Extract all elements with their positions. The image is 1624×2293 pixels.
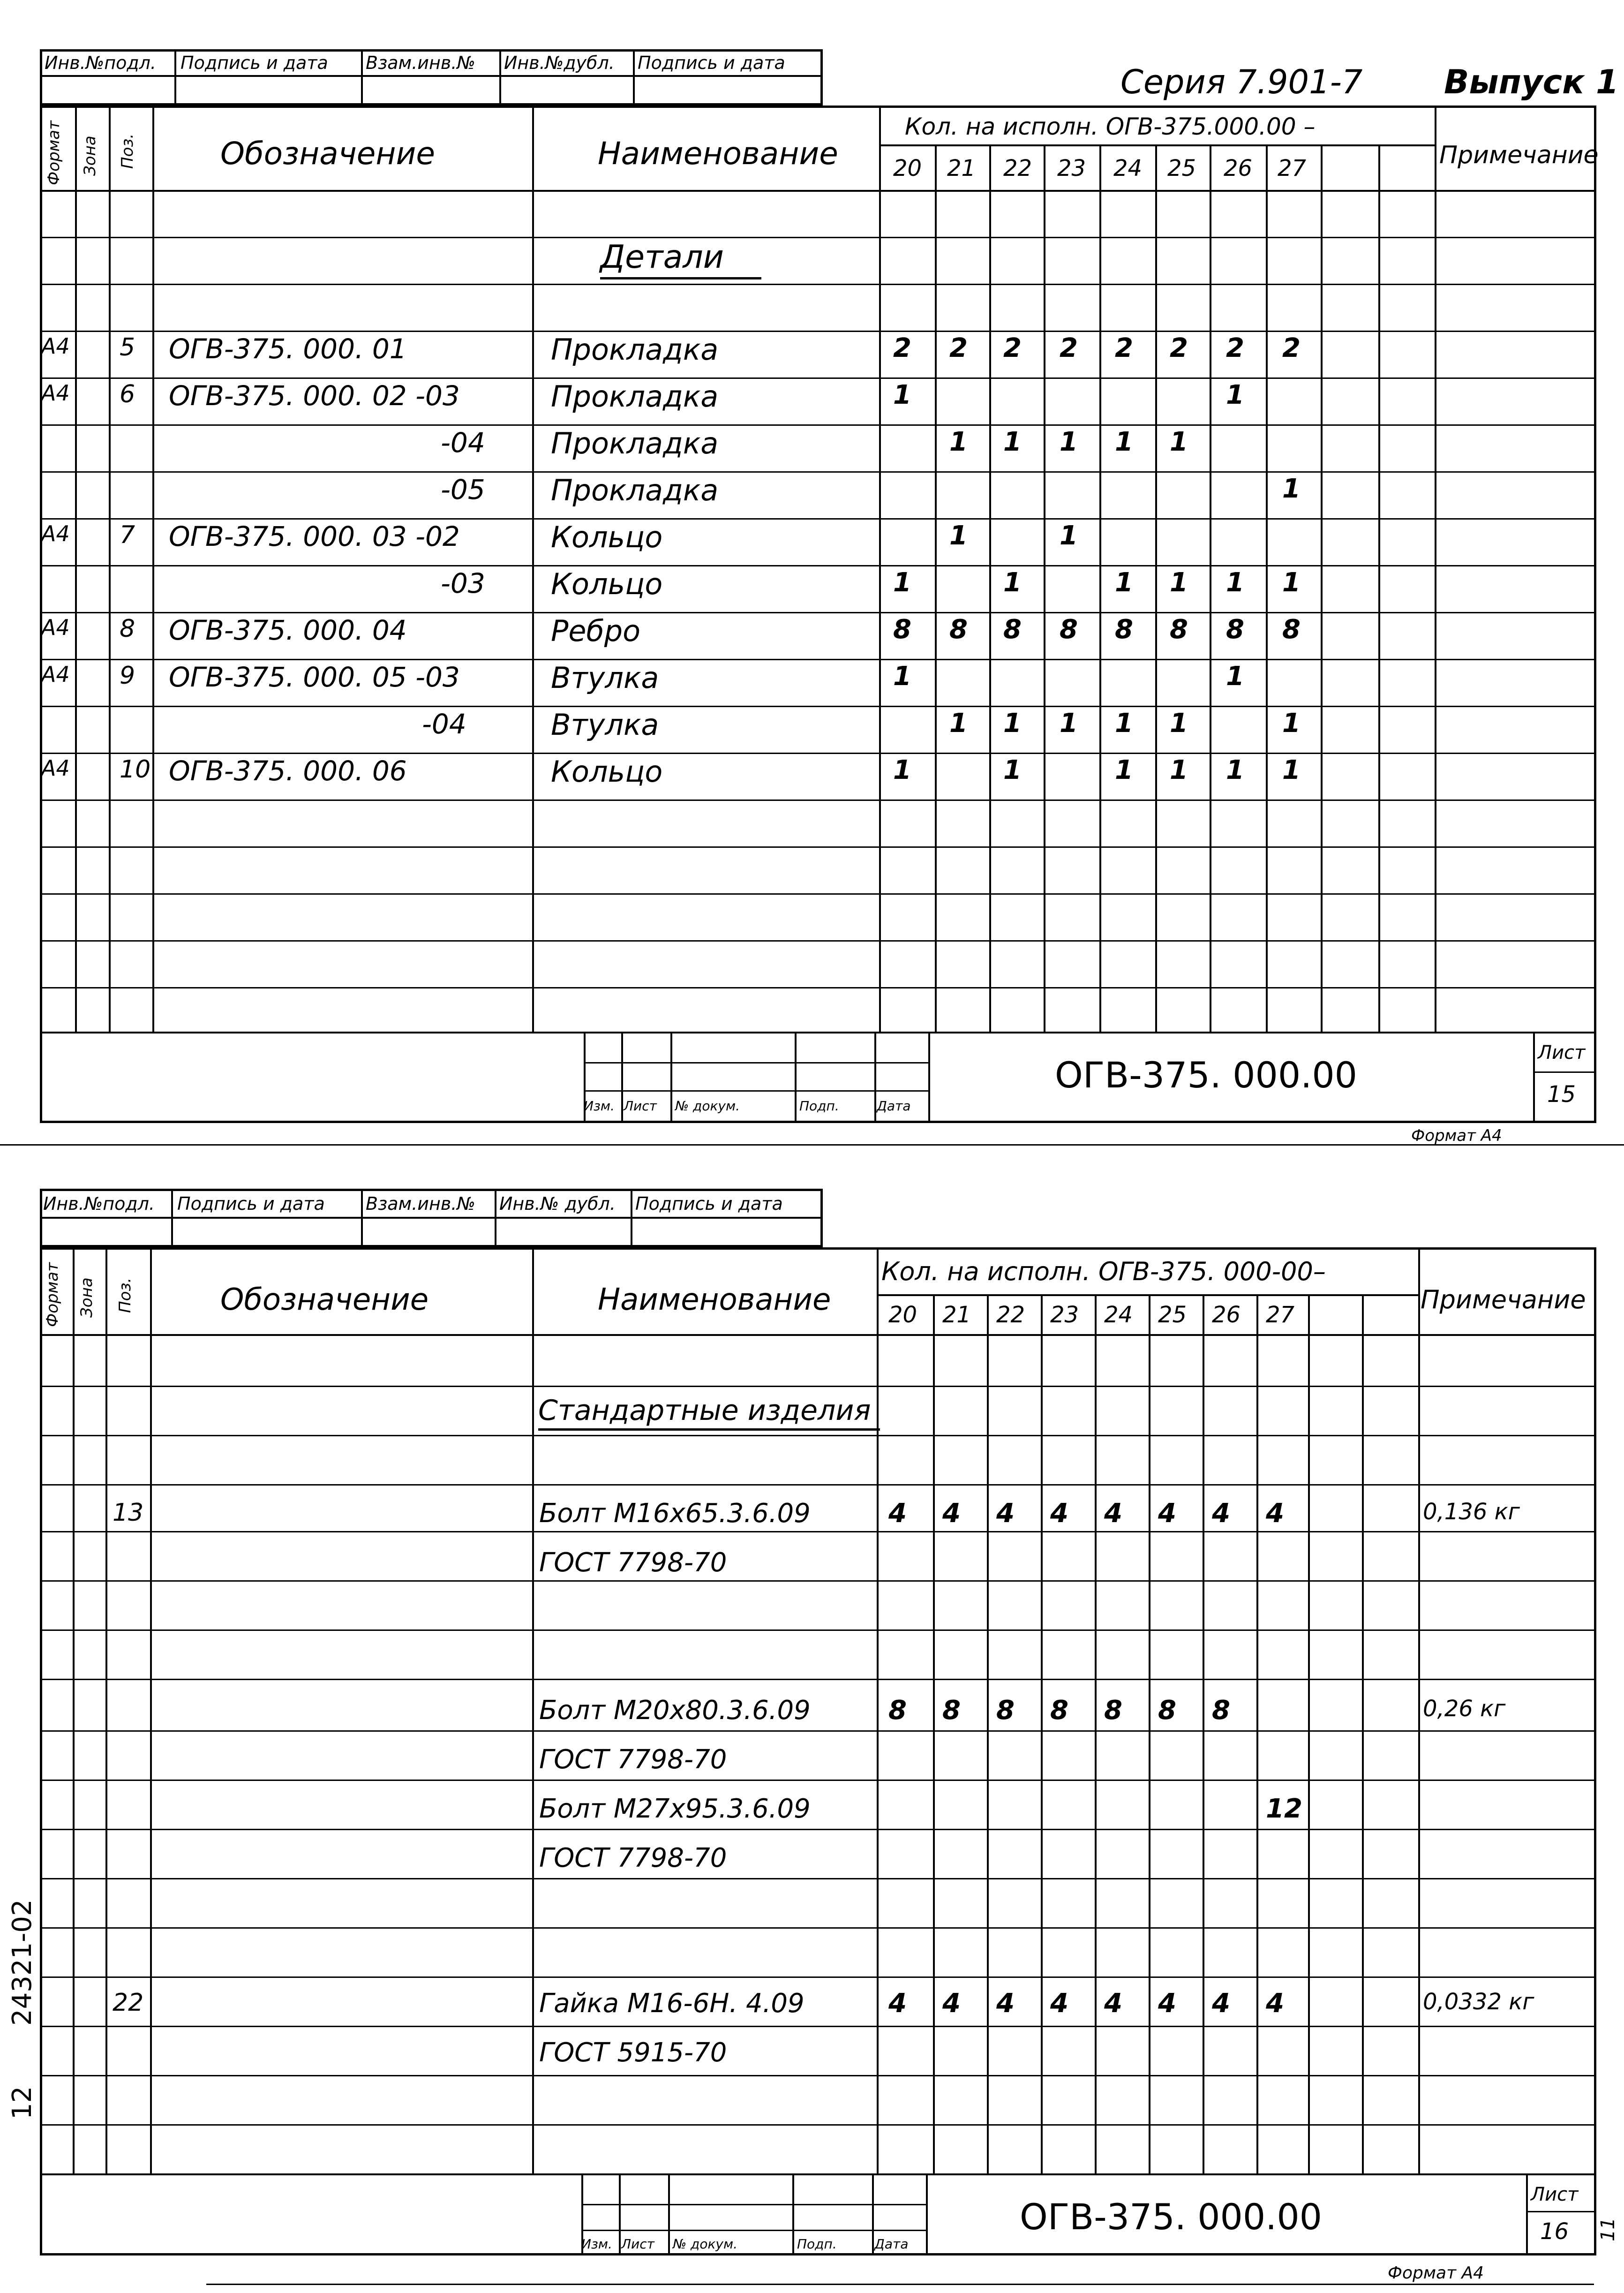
row-qty: 8 xyxy=(1282,614,1301,645)
row-qty: 1 xyxy=(1115,708,1133,739)
top-archive-h2: Взам.инв.№ xyxy=(366,53,475,73)
row-qty: 1 xyxy=(1282,708,1301,739)
row-qty: 4 xyxy=(1266,1988,1284,2019)
row-name: Прокладка xyxy=(551,332,719,367)
row-qty: 1 xyxy=(1115,567,1133,598)
row-format: А4 xyxy=(41,333,70,359)
bottom-qty-col: 26 xyxy=(1212,1302,1241,1328)
row-qty: 1 xyxy=(1170,755,1188,785)
top-qty-col: 22 xyxy=(1003,155,1032,181)
top-section-title: Детали xyxy=(600,241,761,279)
row-name: Кольцо xyxy=(551,754,663,789)
row-qty: 1 xyxy=(1226,661,1244,692)
top-format-label: Формат А4 xyxy=(1411,1126,1502,1145)
bottom-archive-h2: Взам.инв.№ xyxy=(366,1193,475,1214)
row-qty: 1 xyxy=(1060,708,1078,739)
bottom-section-title: Стандартные изделия xyxy=(538,1396,880,1431)
row-qty: 4 xyxy=(942,1498,961,1529)
row-qty: 4 xyxy=(1212,1498,1230,1529)
corner-mark: 11 xyxy=(1597,2218,1619,2241)
row-name: Болт М16х65.3.6.09 xyxy=(539,1498,811,1529)
row-qty: 1 xyxy=(893,567,911,598)
top-qty-col: 23 xyxy=(1057,155,1086,181)
row-qty: 1 xyxy=(1003,755,1022,785)
row-name: Прокладка xyxy=(551,379,719,414)
row-qty: 1 xyxy=(893,380,911,410)
row-pos: 6 xyxy=(120,380,135,408)
row-name: ГОСТ 7798-70 xyxy=(539,1744,727,1775)
row-qty: 1 xyxy=(1060,520,1078,551)
side-archive-number: 24321-02 xyxy=(7,1899,38,2026)
row-qty: 8 xyxy=(1115,614,1133,645)
bottom-qty-col: 25 xyxy=(1158,1302,1187,1328)
row-qty: 1 xyxy=(1170,567,1188,598)
row-qty: 4 xyxy=(1050,1498,1068,1529)
top-qty-col: 25 xyxy=(1167,155,1196,181)
row-pos: 8 xyxy=(120,615,135,643)
row-name: Прокладка xyxy=(551,426,719,460)
row-qty: 8 xyxy=(1104,1695,1122,1726)
top-col-format: Формат xyxy=(45,121,63,185)
bottom-col-designation: Обозначение xyxy=(220,1282,429,1317)
row-qty: 2 xyxy=(893,333,911,363)
top-sheet-number: 15 xyxy=(1547,1081,1576,1108)
row-qty: 4 xyxy=(888,1988,907,2019)
row-qty: 8 xyxy=(1003,614,1022,645)
row-qty: 1 xyxy=(949,708,968,739)
top-stamp-sign: Подп. xyxy=(799,1098,839,1114)
row-qty: 2 xyxy=(1170,333,1188,363)
row-qty: 1 xyxy=(1115,755,1133,785)
row-designation: -05 xyxy=(441,474,485,505)
bottom-stamp-izm: Изм. xyxy=(581,2236,612,2252)
top-col-name: Наименование xyxy=(598,136,838,172)
row-qty: 4 xyxy=(888,1498,907,1529)
bottom-archive-h1: Подпись и дата xyxy=(177,1193,325,1214)
bottom-archive-h4: Подпись и дата xyxy=(635,1193,783,1214)
row-qty: 1 xyxy=(949,427,968,457)
top-qty-col: 26 xyxy=(1224,155,1253,181)
row-name: Втулка xyxy=(551,661,659,695)
top-stamp-izm: Изм. xyxy=(584,1098,615,1114)
bottom-stamp-date: Дата xyxy=(874,2236,909,2252)
row-name: Болт М27х95.3.6.09 xyxy=(539,1794,811,1824)
top-qty-col: 27 xyxy=(1278,155,1307,181)
top-col-pos: Поз. xyxy=(118,133,137,169)
row-qty: 1 xyxy=(1282,474,1301,504)
row-qty: 8 xyxy=(1050,1695,1068,1726)
top-col-zone: Зона xyxy=(81,136,99,176)
bottom-qty-col: 27 xyxy=(1266,1302,1295,1328)
row-format: А4 xyxy=(41,755,70,781)
top-stamp-doc: № докум. xyxy=(675,1098,740,1114)
bottom-stamp-doc: № докум. xyxy=(673,2236,738,2252)
row-qty: 1 xyxy=(1003,567,1022,598)
row-qty: 2 xyxy=(1282,333,1301,363)
row-qty: 4 xyxy=(942,1988,961,2019)
bottom-qty-col: 21 xyxy=(942,1302,971,1328)
bottom-archive-h0: Инв.№подл. xyxy=(43,1193,155,1214)
row-pos: 5 xyxy=(120,333,135,362)
row-qty: 1 xyxy=(1226,567,1244,598)
row-designation: ОГВ-375. 000. 03 -02 xyxy=(169,520,460,552)
row-qty: 1 xyxy=(893,661,911,692)
row-pos: 22 xyxy=(113,1989,144,2017)
bottom-col-pos: Поз. xyxy=(116,1277,135,1313)
side-archive-page: 12 xyxy=(7,2086,38,2120)
row-qty: 1 xyxy=(893,755,911,785)
bottom-col-format: Формат xyxy=(43,1262,62,1327)
row-qty: 8 xyxy=(949,614,968,645)
bottom-col-name: Наименование xyxy=(598,1282,831,1317)
row-designation: -04 xyxy=(422,708,466,740)
top-qty-col: 20 xyxy=(893,155,922,181)
row-qty: 4 xyxy=(996,1988,1015,2019)
row-name: ГОСТ 7798-70 xyxy=(539,1547,727,1578)
row-qty: 8 xyxy=(893,614,911,645)
row-pos: 10 xyxy=(120,755,151,784)
row-designation: -04 xyxy=(441,427,485,459)
row-qty: 4 xyxy=(1104,1988,1122,2019)
row-qty: 1 xyxy=(1226,755,1244,785)
row-name: Втулка xyxy=(551,708,659,742)
bottom-sheet-label: Лист xyxy=(1531,2184,1579,2205)
row-note: 0,136 кг xyxy=(1423,1499,1520,1525)
row-qty: 4 xyxy=(1158,1988,1176,2019)
row-format: А4 xyxy=(41,615,70,640)
row-qty: 8 xyxy=(1212,1695,1230,1726)
top-stamp-list: Лист xyxy=(624,1098,657,1114)
bottom-qty-header: Кол. на исполн. ОГВ-375. 000-00– xyxy=(881,1257,1326,1286)
bottom-stamp-list: Лист xyxy=(621,2236,654,2252)
top-col-designation: Обозначение xyxy=(220,136,435,172)
row-format: А4 xyxy=(41,662,70,687)
row-qty: 1 xyxy=(1226,380,1244,410)
row-qty: 4 xyxy=(1104,1498,1122,1529)
row-qty: 1 xyxy=(1170,427,1188,457)
row-designation: -03 xyxy=(441,567,485,599)
row-qty: 4 xyxy=(996,1498,1015,1529)
row-qty: 8 xyxy=(1060,614,1078,645)
row-qty: 8 xyxy=(888,1695,907,1726)
row-designation: ОГВ-375. 000. 05 -03 xyxy=(169,661,460,693)
top-sheet-label: Лист xyxy=(1538,1042,1586,1064)
row-name: Кольцо xyxy=(551,520,663,554)
bottom-qty-col: 22 xyxy=(996,1302,1025,1328)
row-qty: 2 xyxy=(1003,333,1022,363)
top-archive-h1: Подпись и дата xyxy=(180,53,328,73)
row-format: А4 xyxy=(41,521,70,546)
series-label: Серия 7.901-7 xyxy=(1120,63,1363,101)
row-qty: 8 xyxy=(1170,614,1188,645)
bottom-doc-code: ОГВ-375. 000.00 xyxy=(1020,2196,1323,2238)
row-qty: 1 xyxy=(949,520,968,551)
bottom-qty-col: 20 xyxy=(888,1302,917,1328)
row-qty: 1 xyxy=(1282,567,1301,598)
row-designation: ОГВ-375. 000. 01 xyxy=(169,333,407,365)
top-col-note: Примечание xyxy=(1439,141,1599,169)
row-format: А4 xyxy=(41,380,70,406)
row-qty: 2 xyxy=(1226,333,1244,363)
row-qty: 4 xyxy=(1158,1498,1176,1529)
top-archive-h0: Инв.№подл. xyxy=(45,53,157,73)
row-qty: 8 xyxy=(1226,614,1244,645)
row-name: Гайка М16-6Н. 4.09 xyxy=(539,1988,804,2019)
row-name: Прокладка xyxy=(551,473,719,507)
bottom-col-zone: Зона xyxy=(77,1277,96,1318)
row-qty: 1 xyxy=(1282,755,1301,785)
row-name: Болт М20х80.3.6.09 xyxy=(539,1695,811,1726)
top-doc-code: ОГВ-375. 000.00 xyxy=(1055,1054,1358,1096)
bottom-format-label: Формат А4 xyxy=(1388,2263,1484,2283)
bottom-qty-col: 24 xyxy=(1104,1302,1133,1328)
row-designation: ОГВ-375. 000. 06 xyxy=(169,755,407,787)
row-name: Кольцо xyxy=(551,567,663,601)
row-note: 0,26 кг xyxy=(1423,1696,1506,1722)
row-pos: 13 xyxy=(113,1499,144,1527)
row-qty: 2 xyxy=(949,333,968,363)
row-pos: 9 xyxy=(120,662,135,690)
row-qty: 1 xyxy=(1060,427,1078,457)
top-qty-header: Кол. на исполн. ОГВ-375.000.00 – xyxy=(905,113,1316,140)
row-name: ГОСТ 5915-70 xyxy=(539,2037,727,2068)
row-qty: 4 xyxy=(1266,1498,1284,1529)
row-qty: 4 xyxy=(1212,1988,1230,2019)
top-archive-h3: Инв.№дубл. xyxy=(504,53,615,73)
row-qty: 8 xyxy=(1158,1695,1176,1726)
row-note: 0,0332 кг xyxy=(1423,1989,1534,2015)
row-designation: ОГВ-375. 000. 04 xyxy=(169,614,407,646)
row-qty: 2 xyxy=(1115,333,1133,363)
row-qty: 8 xyxy=(996,1695,1015,1726)
top-archive-h4: Подпись и дата xyxy=(638,53,785,73)
top-qty-col: 21 xyxy=(947,155,976,181)
row-qty: 8 xyxy=(942,1695,961,1726)
row-name: ГОСТ 7798-70 xyxy=(539,1843,727,1873)
bottom-stamp-sign: Подп. xyxy=(797,2236,837,2252)
row-qty: 4 xyxy=(1050,1988,1068,2019)
top-qty-col: 24 xyxy=(1113,155,1143,181)
top-stamp-date: Дата xyxy=(877,1098,911,1114)
row-qty: 12 xyxy=(1266,1794,1302,1824)
row-qty: 2 xyxy=(1060,333,1078,363)
row-qty: 1 xyxy=(1115,427,1133,457)
row-pos: 7 xyxy=(120,521,135,549)
bottom-edge-line xyxy=(206,2284,1594,2285)
bottom-sheet-number: 16 xyxy=(1540,2218,1569,2245)
row-qty: 1 xyxy=(1170,708,1188,739)
row-qty: 1 xyxy=(1003,427,1022,457)
bottom-col-note: Примечание xyxy=(1421,1285,1586,1314)
bottom-archive-h3: Инв.№ дубл. xyxy=(499,1193,616,1214)
row-designation: ОГВ-375. 000. 02 -03 xyxy=(169,380,460,412)
bottom-qty-col: 23 xyxy=(1050,1302,1079,1328)
issue-label: Выпуск 1 xyxy=(1444,63,1619,101)
row-qty: 1 xyxy=(1003,708,1022,739)
row-name: Ребро xyxy=(551,614,641,648)
